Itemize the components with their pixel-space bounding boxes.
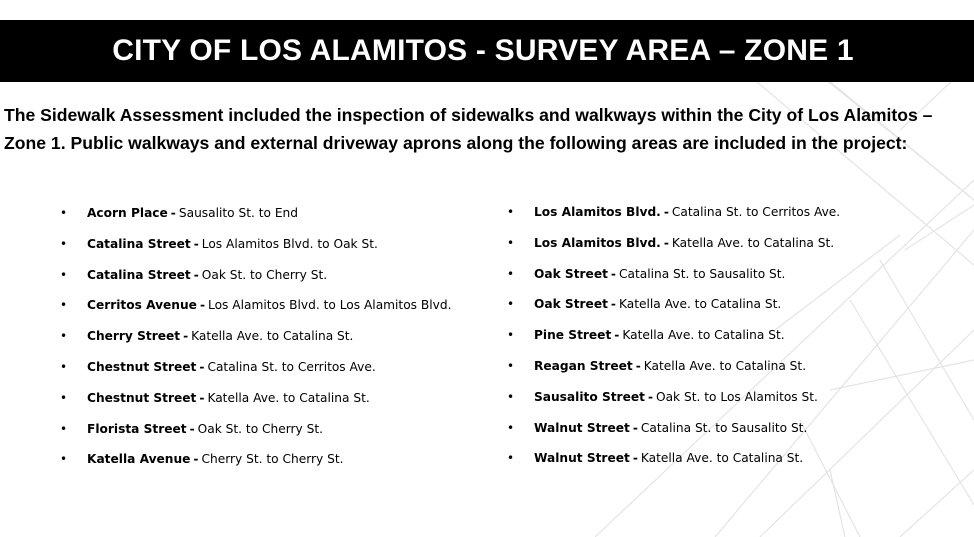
list-item	[507, 201, 937, 232]
bullet-icon: •	[507, 266, 515, 281]
separator-dash: -	[199, 390, 205, 405]
bullet-icon: •	[507, 420, 515, 435]
bullet-icon: •	[60, 390, 68, 405]
street-name: Oak Street	[534, 266, 608, 281]
bullet-icon: •	[60, 236, 68, 251]
bullet-icon: •	[507, 451, 515, 466]
street-name: Chestnut Street	[87, 359, 197, 374]
separator-dash: -	[610, 266, 616, 281]
street-range: Sausalito St. to End	[178, 206, 299, 220]
separator-dash: -	[189, 421, 195, 436]
separator-dash: -	[193, 236, 199, 251]
street-name: Walnut Street	[534, 451, 630, 466]
street-range: Katella Ave. to Catalina St.	[622, 328, 785, 343]
list-item	[507, 355, 937, 386]
page-title: CITY OF LOS ALAMITOS - SURVEY AREA – ZONE 1	[112, 34, 854, 67]
separator-dash: -	[663, 235, 669, 250]
street-name: Catalina Street	[87, 236, 191, 251]
list-item	[507, 447, 937, 478]
bullet-icon: •	[60, 298, 68, 313]
list-item	[507, 386, 937, 417]
list-item	[60, 294, 490, 325]
street-range: Katella Ave. to Catalina St.	[643, 358, 807, 373]
list-item	[60, 264, 490, 295]
list-item	[60, 233, 490, 264]
street-range: Katella Ave. to Catalina St.	[618, 297, 782, 312]
bullet-icon: •	[507, 297, 515, 312]
street-list-right	[507, 201, 937, 478]
street-name: Los Alamitos Blvd.	[534, 205, 661, 219]
street-range: Oak St. to Los Alamitos St.	[656, 389, 818, 404]
bullet-icon: •	[507, 389, 515, 404]
separator-dash: -	[170, 206, 176, 220]
separator-dash: -	[199, 359, 205, 374]
street-name: Sausalito Street	[534, 389, 645, 404]
separator-dash: -	[193, 267, 199, 282]
bullet-icon: •	[60, 421, 68, 436]
street-range: Catalina St. to Cerritos Ave.	[207, 359, 376, 374]
street-name: Chestnut Street	[87, 390, 197, 405]
separator-dash: -	[663, 205, 669, 219]
separator-dash: -	[610, 297, 616, 312]
intro-paragraph: The Sidewalk Assessment included the inspection of sidewalks and walkways within the City of Los Alamitos – Zone 1. Public walkways and external driveway aprons along the following areas are included in the project:	[4, 105, 933, 153]
street-range: Oak St. to Cherry St.	[201, 267, 328, 282]
street-range: Oak St. to Cherry St.	[197, 421, 324, 436]
separator-dash: -	[635, 358, 641, 373]
street-range: Catalina St. to Cerritos Ave.	[671, 205, 841, 219]
street-name: Florista Street	[87, 421, 187, 436]
street-name: Pine Street	[534, 328, 612, 343]
list-item	[507, 293, 937, 324]
list-item	[60, 448, 490, 479]
separator-dash: -	[183, 329, 189, 344]
street-list-left	[60, 202, 490, 479]
street-name: Los Alamitos Blvd.	[534, 235, 661, 250]
list-item	[507, 324, 937, 355]
bullet-icon: •	[507, 205, 515, 219]
separator-dash: -	[199, 298, 205, 313]
street-name: Reagan Street	[534, 358, 633, 373]
list-item	[60, 202, 490, 233]
street-range: Katella Ave. to Catalina St.	[671, 235, 835, 250]
bullet-icon: •	[507, 358, 515, 373]
bullet-icon: •	[507, 328, 515, 343]
street-range: Catalina St. to Sausalito St.	[640, 420, 808, 435]
list-item	[507, 417, 937, 448]
separator-dash: -	[632, 420, 638, 435]
separator-dash: -	[614, 328, 620, 343]
list-item	[60, 356, 490, 387]
separator-dash: -	[647, 389, 653, 404]
bullet-icon: •	[60, 206, 68, 220]
street-range: Los Alamitos Blvd. to Oak St.	[201, 236, 378, 251]
street-range: Catalina St. to Sausalito St.	[618, 266, 786, 281]
bullet-icon: •	[60, 267, 68, 282]
separator-dash: -	[193, 452, 199, 467]
title-bar	[0, 20, 974, 82]
street-range: Katella Ave. to Catalina St.	[191, 329, 354, 344]
street-range: Katella Ave. to Catalina St.	[640, 451, 804, 466]
street-name: Acorn Place	[87, 206, 168, 220]
street-name: Cherry Street	[87, 329, 181, 344]
street-name: Walnut Street	[534, 420, 630, 435]
street-name: Cerritos Avenue	[87, 298, 197, 313]
list-item	[507, 263, 937, 294]
bullet-icon: •	[60, 452, 68, 467]
street-range: Katella Ave. to Catalina St.	[207, 390, 370, 405]
street-name: Katella Avenue	[87, 452, 191, 467]
bullet-icon: •	[60, 329, 68, 344]
bullet-icon: •	[507, 235, 515, 250]
street-name: Oak Street	[534, 297, 608, 312]
bullet-icon: •	[60, 359, 68, 374]
street-range: Los Alamitos Blvd. to Los Alamitos Blvd.	[208, 298, 452, 313]
street-name: Catalina Street	[87, 267, 191, 282]
list-item	[60, 325, 490, 356]
list-item	[60, 418, 490, 449]
list-item	[60, 387, 490, 418]
separator-dash: -	[632, 451, 638, 466]
street-range: Cherry St. to Cherry St.	[201, 452, 344, 467]
list-item	[507, 232, 937, 263]
